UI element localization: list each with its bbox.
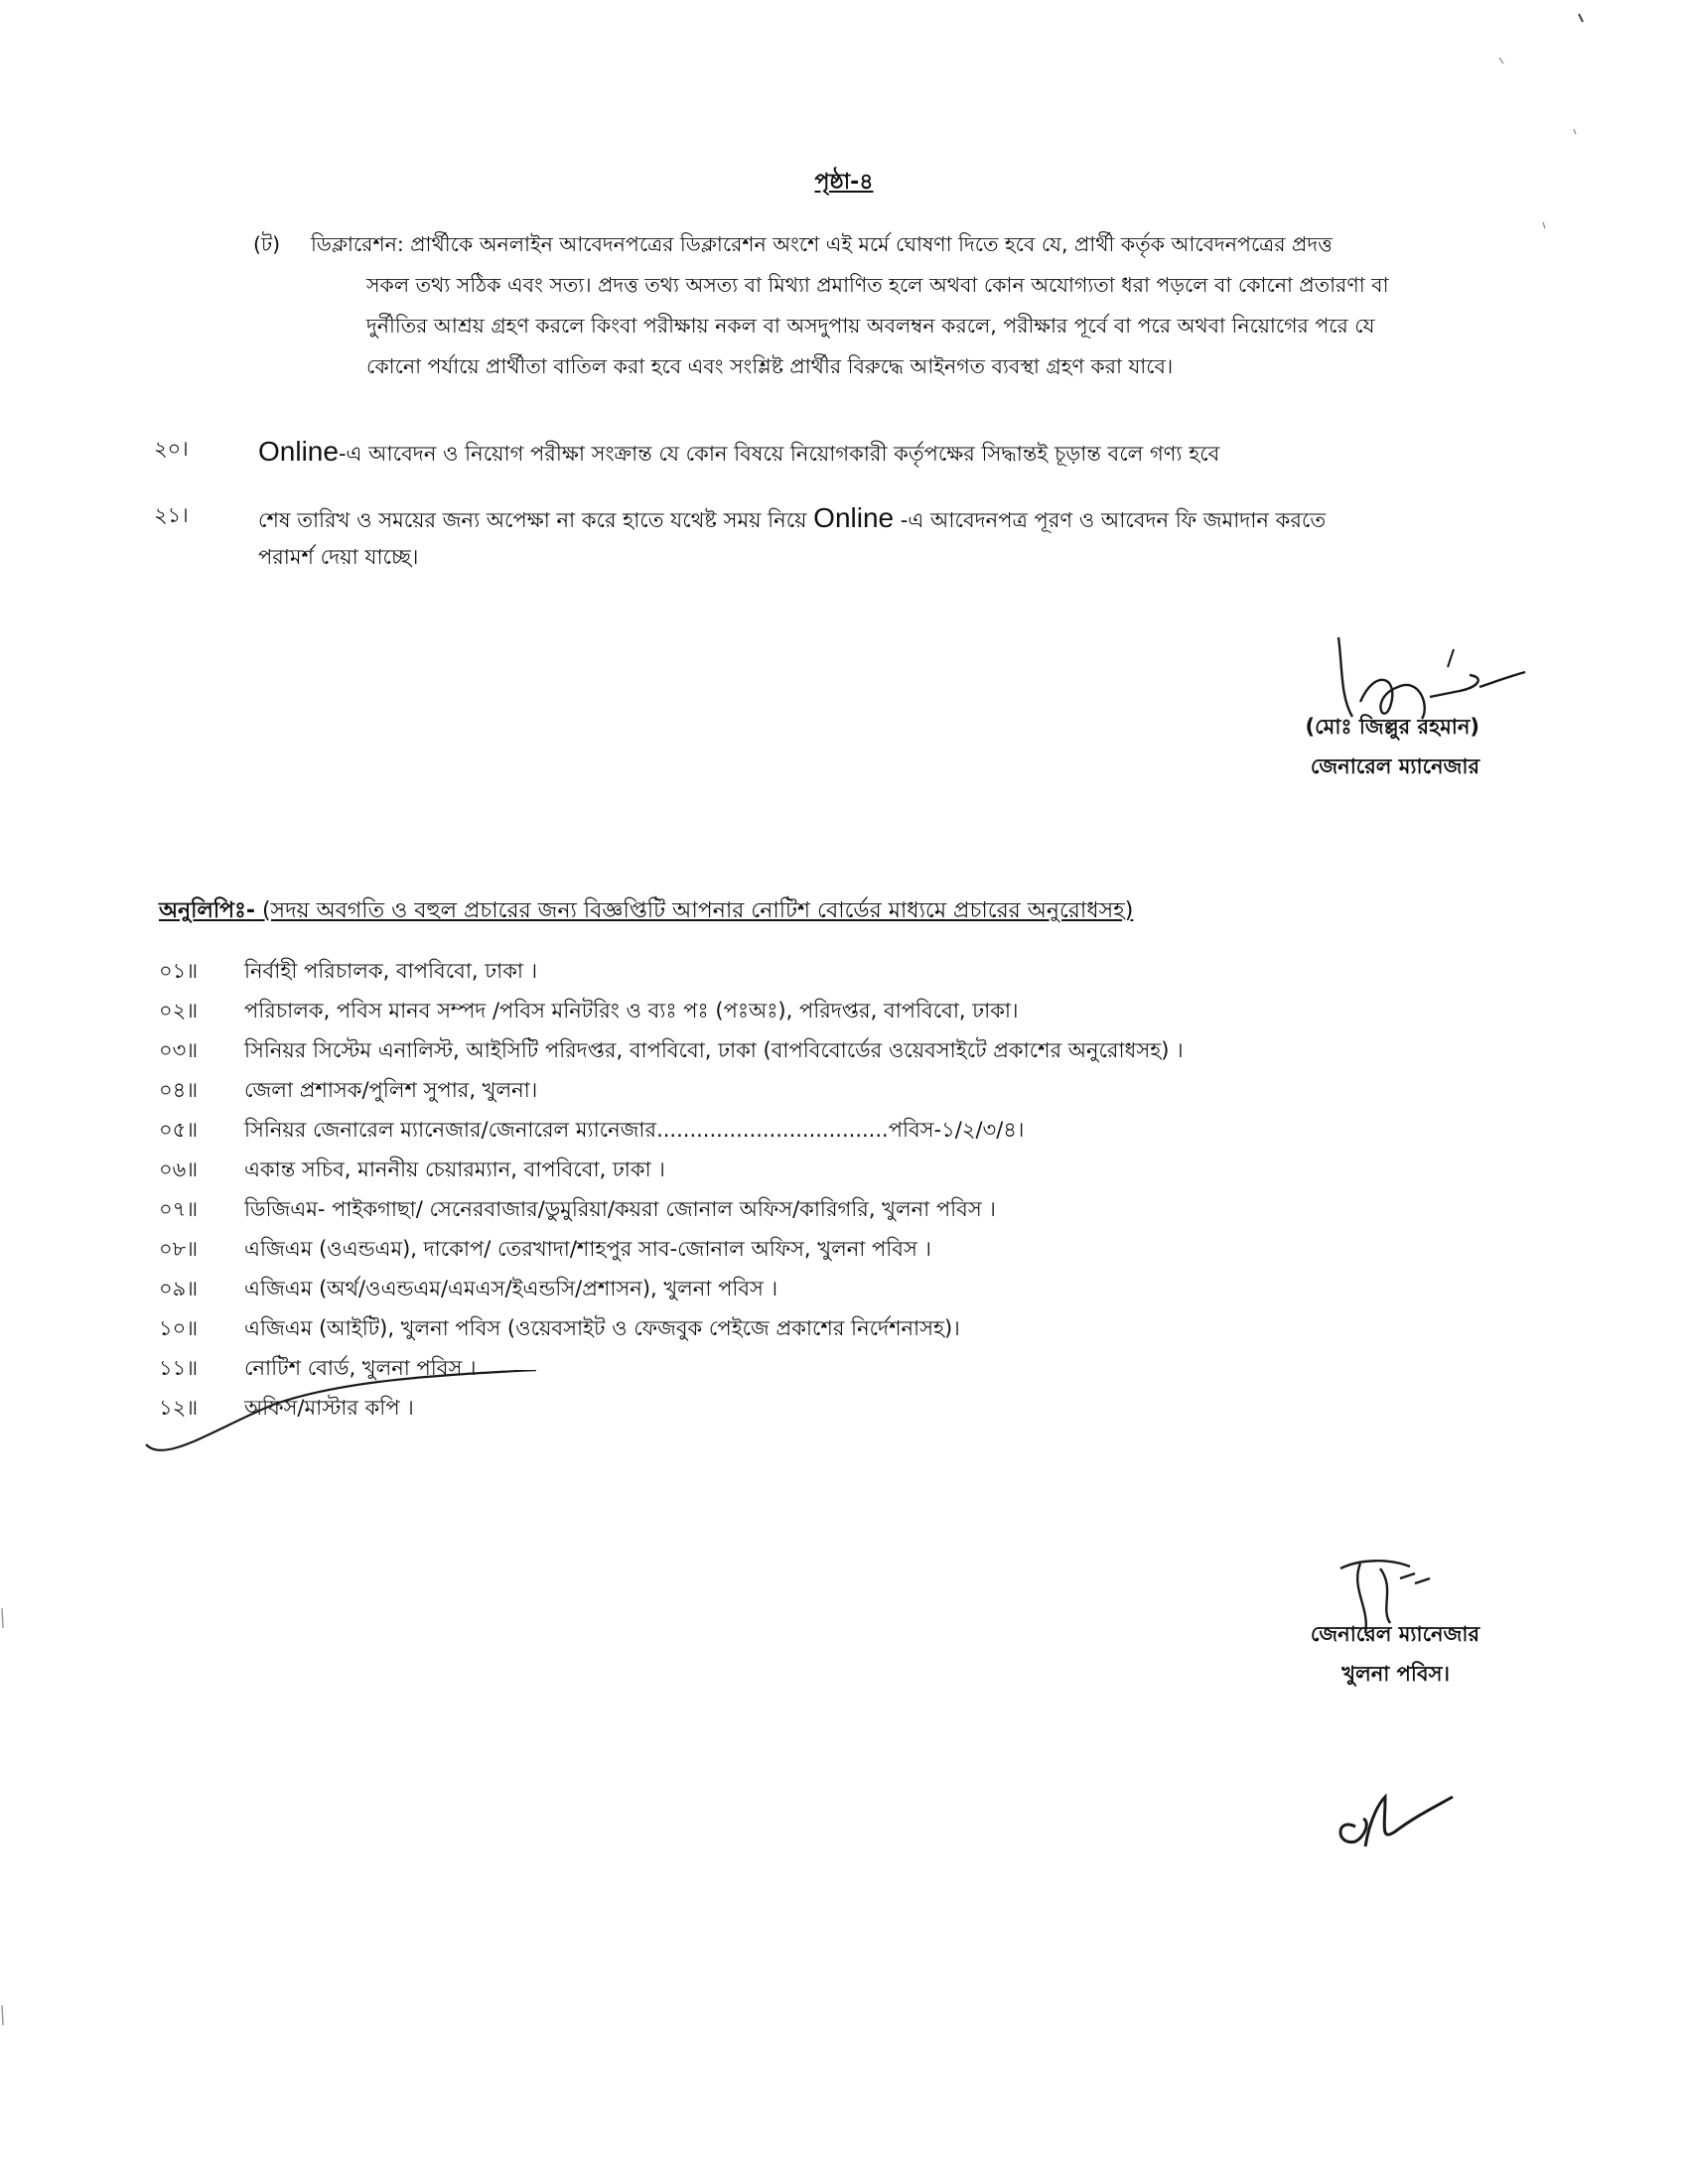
handwritten-strike-mark — [144, 1370, 541, 1459]
list-item-text: নির্বাহী পরিচালক, বাপবিবো, ঢাকা । — [244, 959, 538, 983]
list-item-text: সিনিয়র সিস্টেম এনালিস্ট, আইসিটি পরিদপ্তর, বাপবিবো, ঢাকা (বাপবিবোর্ডের ওয়েবসাইটে প্রকাশের অনুরোধসহ) । — [244, 1038, 1184, 1062]
list-item — [159, 1269, 1549, 1308]
signer-title: জেনারেল ম্যানেজার — [1310, 754, 1479, 778]
declaration-line: সকল তথ্য সঠিক এবং সত্য। প্রদত্ত তথ্য অসত্য বা মিথ্যা প্রমাণিত হলে অথবা কোন অযোগ্যতা ধরা পড়লে বা কোনো প্রতারণা বা — [366, 273, 1389, 297]
list-item — [159, 1030, 1549, 1070]
list-item-text: পরিচালক, পবিস মানব সম্পদ /পবিস মনিটরিং ও ব্যঃ পঃ (পঃঅঃ), পরিদপ্তর, বাপবিবো, ঢাকা। — [244, 999, 1019, 1023]
handwritten-initial — [1326, 1777, 1455, 1856]
list-item-text: নোটিশ বোর্ড, খুলনা পবিস । — [244, 1356, 477, 1380]
point-21-body-line2: পরামর্শ দেয়া যাচ্ছে। — [258, 545, 419, 569]
list-item-number: ১১॥ — [159, 1356, 199, 1380]
list-item — [159, 1189, 1549, 1229]
list-item — [159, 1110, 1549, 1150]
signer-name: (মোঃ জিল্লুর রহমান) — [1305, 715, 1479, 739]
list-item-number: ০৩॥ — [159, 1038, 199, 1062]
list-item-text: একান্ত সচিব, মাননীয় চেয়ারম্যান, বাপবিবো, ঢাকা । — [244, 1158, 665, 1181]
list-item — [159, 1229, 1549, 1269]
list-item-number: ১২॥ — [159, 1396, 199, 1420]
online-word: Online — [258, 436, 339, 467]
list-item-text: এজিএম (ওএন্ডএম), দাকোপ/ তেরখাদা/শাহপুর সাব-জোনাল অফিস, খুলনা পবিস । — [244, 1237, 932, 1261]
list-item — [159, 1308, 1549, 1348]
list-item-text: অফিস/মাস্টার কপি । — [244, 1396, 414, 1420]
point-21 — [154, 499, 1544, 576]
list-item-text: সিনিয়র জেনারেল ম্যানেজার/জেনারেল ম্যানেজার...................................পবিস-১/২/৩/৪। — [244, 1118, 1025, 1142]
copy-to-label: অনুলিপিঃ- — [159, 898, 255, 923]
list-item — [159, 951, 1549, 991]
list-item-number: ০১॥ — [159, 959, 199, 983]
declaration-clause — [253, 224, 1544, 387]
list-item-number: ০৪॥ — [159, 1078, 199, 1102]
declaration-line: ডিক্লারেশন: প্রার্থীকে অনলাইন আবেদনপত্রের ডিক্লারেশন অংশে এই মর্মে ঘোষণা দিতে হবে যে, প্রার্থী কর্তৃক আবেদনপত্রের প্রদত্ত — [311, 232, 1333, 256]
list-item-number: ০৫॥ — [159, 1118, 199, 1142]
list-item-number: ০২॥ — [159, 999, 199, 1023]
list-item-number: ০৬॥ — [159, 1158, 199, 1181]
list-item-text: এজিএম (আইটি), খুলনা পবিস (ওয়েবসাইট ও ফেজবুক পেইজে প্রকাশের নির্দেশনাসহ)। — [244, 1316, 960, 1340]
copy-to-list — [159, 951, 1549, 1428]
list-item-number: ০৮॥ — [159, 1237, 199, 1261]
list-item — [159, 1070, 1549, 1110]
signer-office-2: খুলনা পবিস। — [1341, 1662, 1450, 1686]
point-number: ২০। — [154, 437, 189, 461]
list-item-text: এজিএম (অর্থ/ওএন্ডএম/এমএস/ইএন্ডসি/প্রশাসন), খুলনা পবিস । — [244, 1277, 778, 1300]
point-21-body-end: -এ আবেদনপত্র পূরণ ও আবেদন ফি জমাদান করতে — [894, 508, 1327, 532]
signer-title-2: জেনারেল ম্যানেজার — [1310, 1622, 1479, 1646]
list-item — [159, 991, 1549, 1030]
point-text — [258, 499, 1544, 576]
copy-to-header — [159, 893, 1599, 930]
point-20-body: -এ আবেদন ও নিয়োগ পরীক্ষা সংক্রান্ত যে কোন বিষয়ে নিয়োগকারী কর্তৃপক্ষের সিদ্ধান্তই চূড়ান্ত বলে গণ্য হবে — [338, 442, 1220, 466]
declaration-text — [253, 224, 1544, 387]
page-number: পৃষ্ঠা-৪ — [814, 170, 874, 195]
point-21-body-start: শেষ তারিখ ও সময়ের জন্য অপেক্ষা না করে হাতে যথেষ্ট সময় নিয়ে — [258, 508, 814, 532]
list-item-text: জেলা প্রশাসক/পুলিশ সুপার, খুলনা। — [244, 1078, 538, 1102]
point-number: ২১। — [154, 503, 189, 527]
list-item — [159, 1150, 1549, 1189]
copy-to-note: (সদয় অবগতি ও বহুল প্রচারের জন্য বিজ্ঞপ্তিটি আপনার নোটিশ বোর্ডের মাধ্যমে প্রচারের অনুরোধসহ) — [254, 898, 1134, 923]
point-text — [258, 433, 1544, 473]
declaration-line: কোনো পর্যায়ে প্রার্থীতা বাতিল করা হবে এবং সংশ্লিষ্ট প্রার্থীর বিরুদ্ধে আইনগত ব্যবস্থা গ্রহণ করা যাবে। — [366, 354, 1174, 378]
list-item-number: ০৭॥ — [159, 1197, 199, 1221]
point-20 — [154, 433, 1544, 473]
online-word: Online — [813, 502, 895, 533]
declaration-line: দুর্নীতির আশ্রয় গ্রহণ করলে কিংবা পরীক্ষায় নকল বা অসদুপায় অবলম্বন করলে, পরীক্ষার পূর্বে বা পরে অথবা নিয়োগের পরে যে — [366, 314, 1375, 338]
list-item-number: ০৯॥ — [159, 1277, 199, 1300]
list-item-text: ডিজিএম- পাইকগাছা/ সেনেরবাজার/ডুমুরিয়া/কয়রা জোনাল অফিস/কারিগরি, খুলনা পবিস । — [244, 1197, 996, 1221]
declaration-mark: (ট) — [253, 232, 281, 256]
list-item-number: ১০॥ — [159, 1316, 199, 1340]
